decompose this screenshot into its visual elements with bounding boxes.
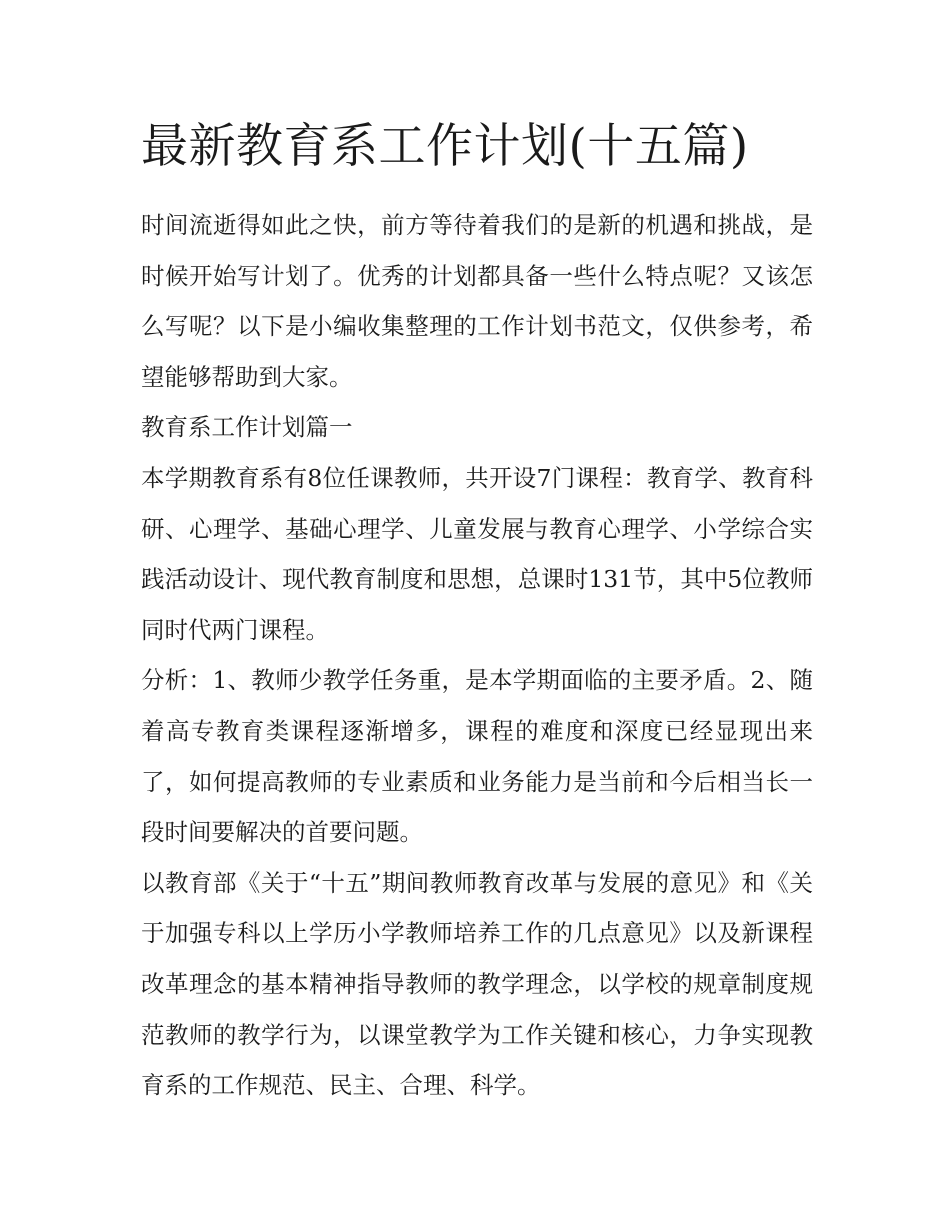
- document-title: 最新教育系工作计划(十五篇): [141, 119, 749, 174]
- guideline-paragraph: 以教育部《关于“十五”期间教师教育改革与发展的意见》和《关于加强专科以上学历小学教师培养工作的几点意见》以及新课程改革理念的基本精神指导教师的教学理念，以学校的规章制度规范教师的教学行为，以课堂教学为工作关键和核心，力争实现教育系的工作规范、民主、合理、科学。: [141, 868, 813, 1100]
- section-heading: 教育系工作计划篇一: [141, 413, 353, 442]
- analysis-paragraph: 分析：1、教师少教学任务重，是本学期面临的主要矛盾。2、随着高专教育类课程逐渐增多，课程的难度和深度已经显现出来了，如何提高教师的专业素质和业务能力是当前和今后相当长一段时间要解决的首要问题。: [141, 666, 813, 847]
- document-content: [141, 112, 813, 1111]
- intro-paragraph: 时间流逝得如此之快，前方等待着我们的是新的机遇和挑战，是时候开始写计划了。优秀的计划都具备一些什么特点呢？又该怎么写呢？以下是小编收集整理的工作计划书范文，仅供参考，希望能够帮助到大家。: [141, 211, 813, 391]
- course-paragraph: 本学期教育系有8位任课教师，共开设7门课程：教育学、教育科研、心理学、基础心理学、儿童发展与教育心理学、小学综合实践活动设计、现代教育制度和思想，总课时131节，其中5位教师同时代两门课程。: [141, 463, 813, 644]
- document-body: [141, 200, 813, 1111]
